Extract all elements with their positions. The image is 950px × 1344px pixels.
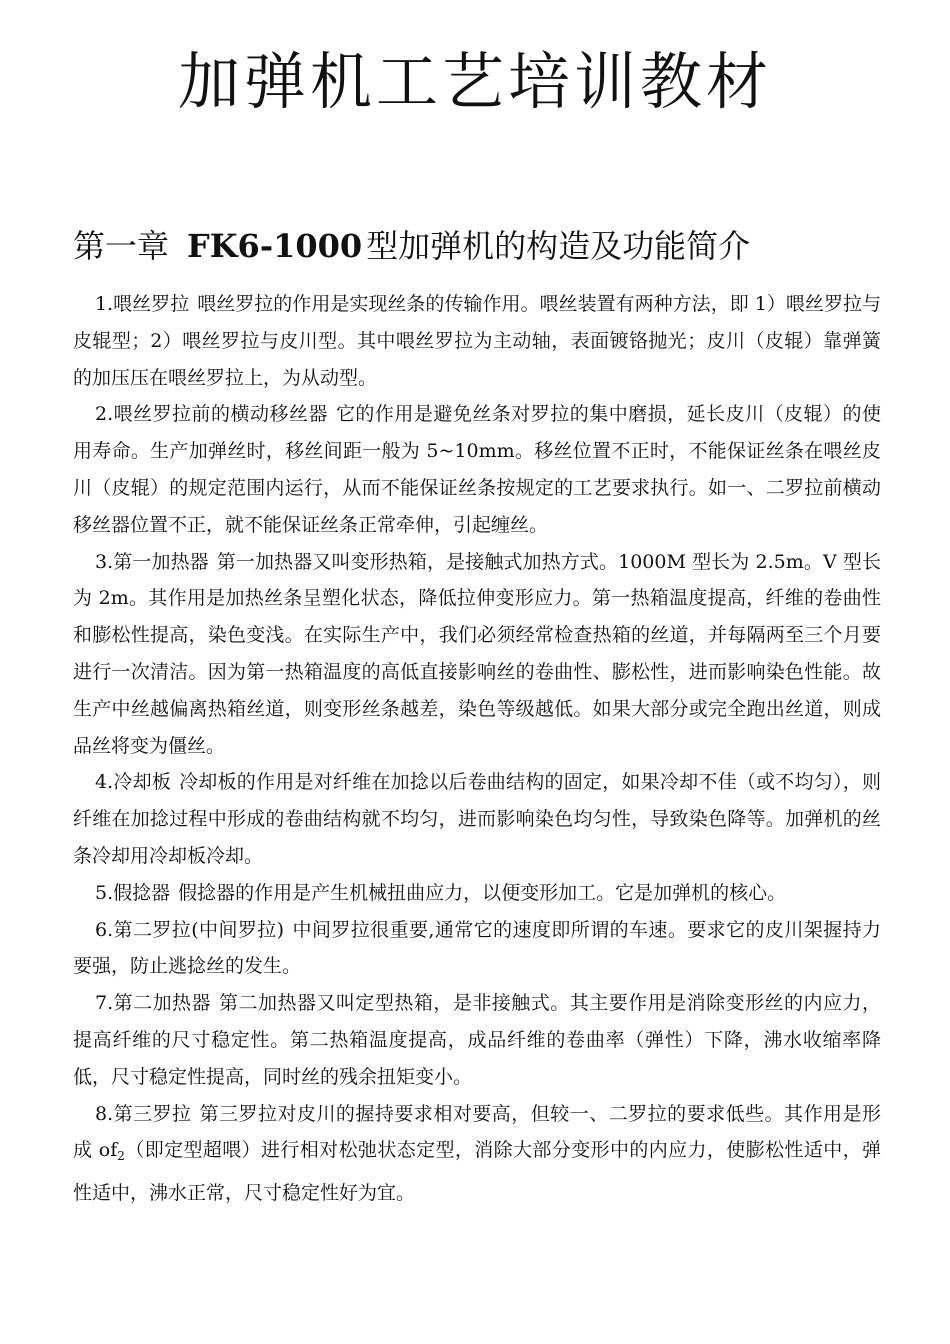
paragraph-first-heater [73,544,881,765]
paragraph-text-continued: （即定型超喂）进行相对松弛状态定型，消除大部分变形中的内应力，使膨松性适中，弹性适中，沸水正常，尺寸稳定性好为宜。 [73,1139,881,1205]
paragraph-text: 它的作用是避免丝条对罗拉的集中磨损，延长皮川（皮辊）的使用寿命。生产加弹丝时，移丝间距一般为 5~10mm。移丝位置不正时，不能保证丝条在喂丝皮川（皮辊）的规定范围内运行，从而不能保证丝条按规定的工艺要求执行。如一、二罗拉前横动移丝器位置不正，就不能保证丝条正常牵伸，引起缠丝。 [73,403,881,536]
paragraph-feed-roller [73,286,881,396]
paragraph-text: 中间罗拉很重要,通常它的速度即所谓的车速。要求它的皮川架握持力要强，防止逃捻丝的发生。 [73,918,881,978]
paragraph-text: 喂丝罗拉的作用是实现丝条的传输作用。喂丝装置有两种方法，即 1）喂丝罗拉与皮辊型；2）喂丝罗拉与皮川型。其中喂丝罗拉为主动轴，表面镀铬抛光；皮川（皮辊）靠弹簧的加压压在喂丝罗拉上，为从动型。 [73,293,881,389]
paragraph-term: 1.喂丝罗拉 [95,293,190,315]
paragraph-term: 8.第三罗拉 [95,1102,192,1125]
paragraph-cooling-plate [73,764,881,874]
paragraph-term: 7.第二加热器 [95,992,212,1015]
subscript: 2 [117,1149,125,1164]
chapter-number: 第一章 [73,227,170,265]
paragraph-second-roller [73,912,881,986]
paragraph-term: 3.第一加热器 [95,550,209,573]
chapter-heading [73,224,893,268]
chapter-body [73,286,881,1212]
paragraph-second-heater [73,985,881,1095]
paragraph-traverse-guide [73,396,881,543]
paragraph-term: 5.假捻器 [95,881,171,904]
paragraph-term: 6.第二罗拉(中间罗拉) [95,918,285,941]
paragraph-text: 冷却板的作用是对纤维在加捻以后卷曲结构的固定，如果冷却不佳（或不均匀），则纤维在加捻过程中形成的卷曲结构就不均匀，进而影响染色均匀性，导致染色降等。加弹机的丝条冷却用冷却板冷却。 [73,771,881,867]
paragraph-text: 第三罗拉对皮川的握持要求相对要高，但较一、二罗拉的要求低些。其作用是形成 of [73,1102,881,1162]
chapter-title: 型加弹机的构造及功能简介 [366,227,751,265]
machine-model: FK6-1000 [187,227,363,265]
paragraph-term: 4.冷却板 [95,771,172,794]
paragraph-text: 第二加热器又叫定型热箱，是非接触式。其主要作用是消除变形丝的内应力，提高纤维的尺寸稳定性。第二热箱温度提高，成品纤维的卷曲率（弹性）下降，沸水收缩率降低，尺寸稳定性提高，同时丝的残余扭矩变小。 [73,992,881,1088]
paragraph-third-roller [73,1096,881,1212]
paragraph-text: 假捻器的作用是产生机械扭曲应力，以便变形加工。它是加弹机的核心。 [178,881,787,904]
paragraph-term: 2.喂丝罗拉前的横动移丝器 [95,403,328,426]
document-title: 加弹机工艺培训教材 [177,45,772,118]
paragraph-text: 第一加热器又叫变形热箱，是接触式加热方式。1000M 型长为 2.5m。V 型长为 2m。其作用是加热丝条呈塑化状态，降低拉伸变形应力。第一热箱温度提高，纤维的卷曲性和膨松性提高，染色变浅。在实际生产中，我们必须经常检查热箱的丝道，并每隔两至三个月要进行一次清洁。因为第一热箱温度的高低直接影响丝的卷曲性、膨松性，进而影响染色性能。故生产中丝越偏离热箱丝道，则变形丝条越差，染色等级越低。如果大部分或完全跑出丝道，则成品丝将变为僵丝。 [73,550,881,757]
paragraph-false-twister [73,875,881,912]
